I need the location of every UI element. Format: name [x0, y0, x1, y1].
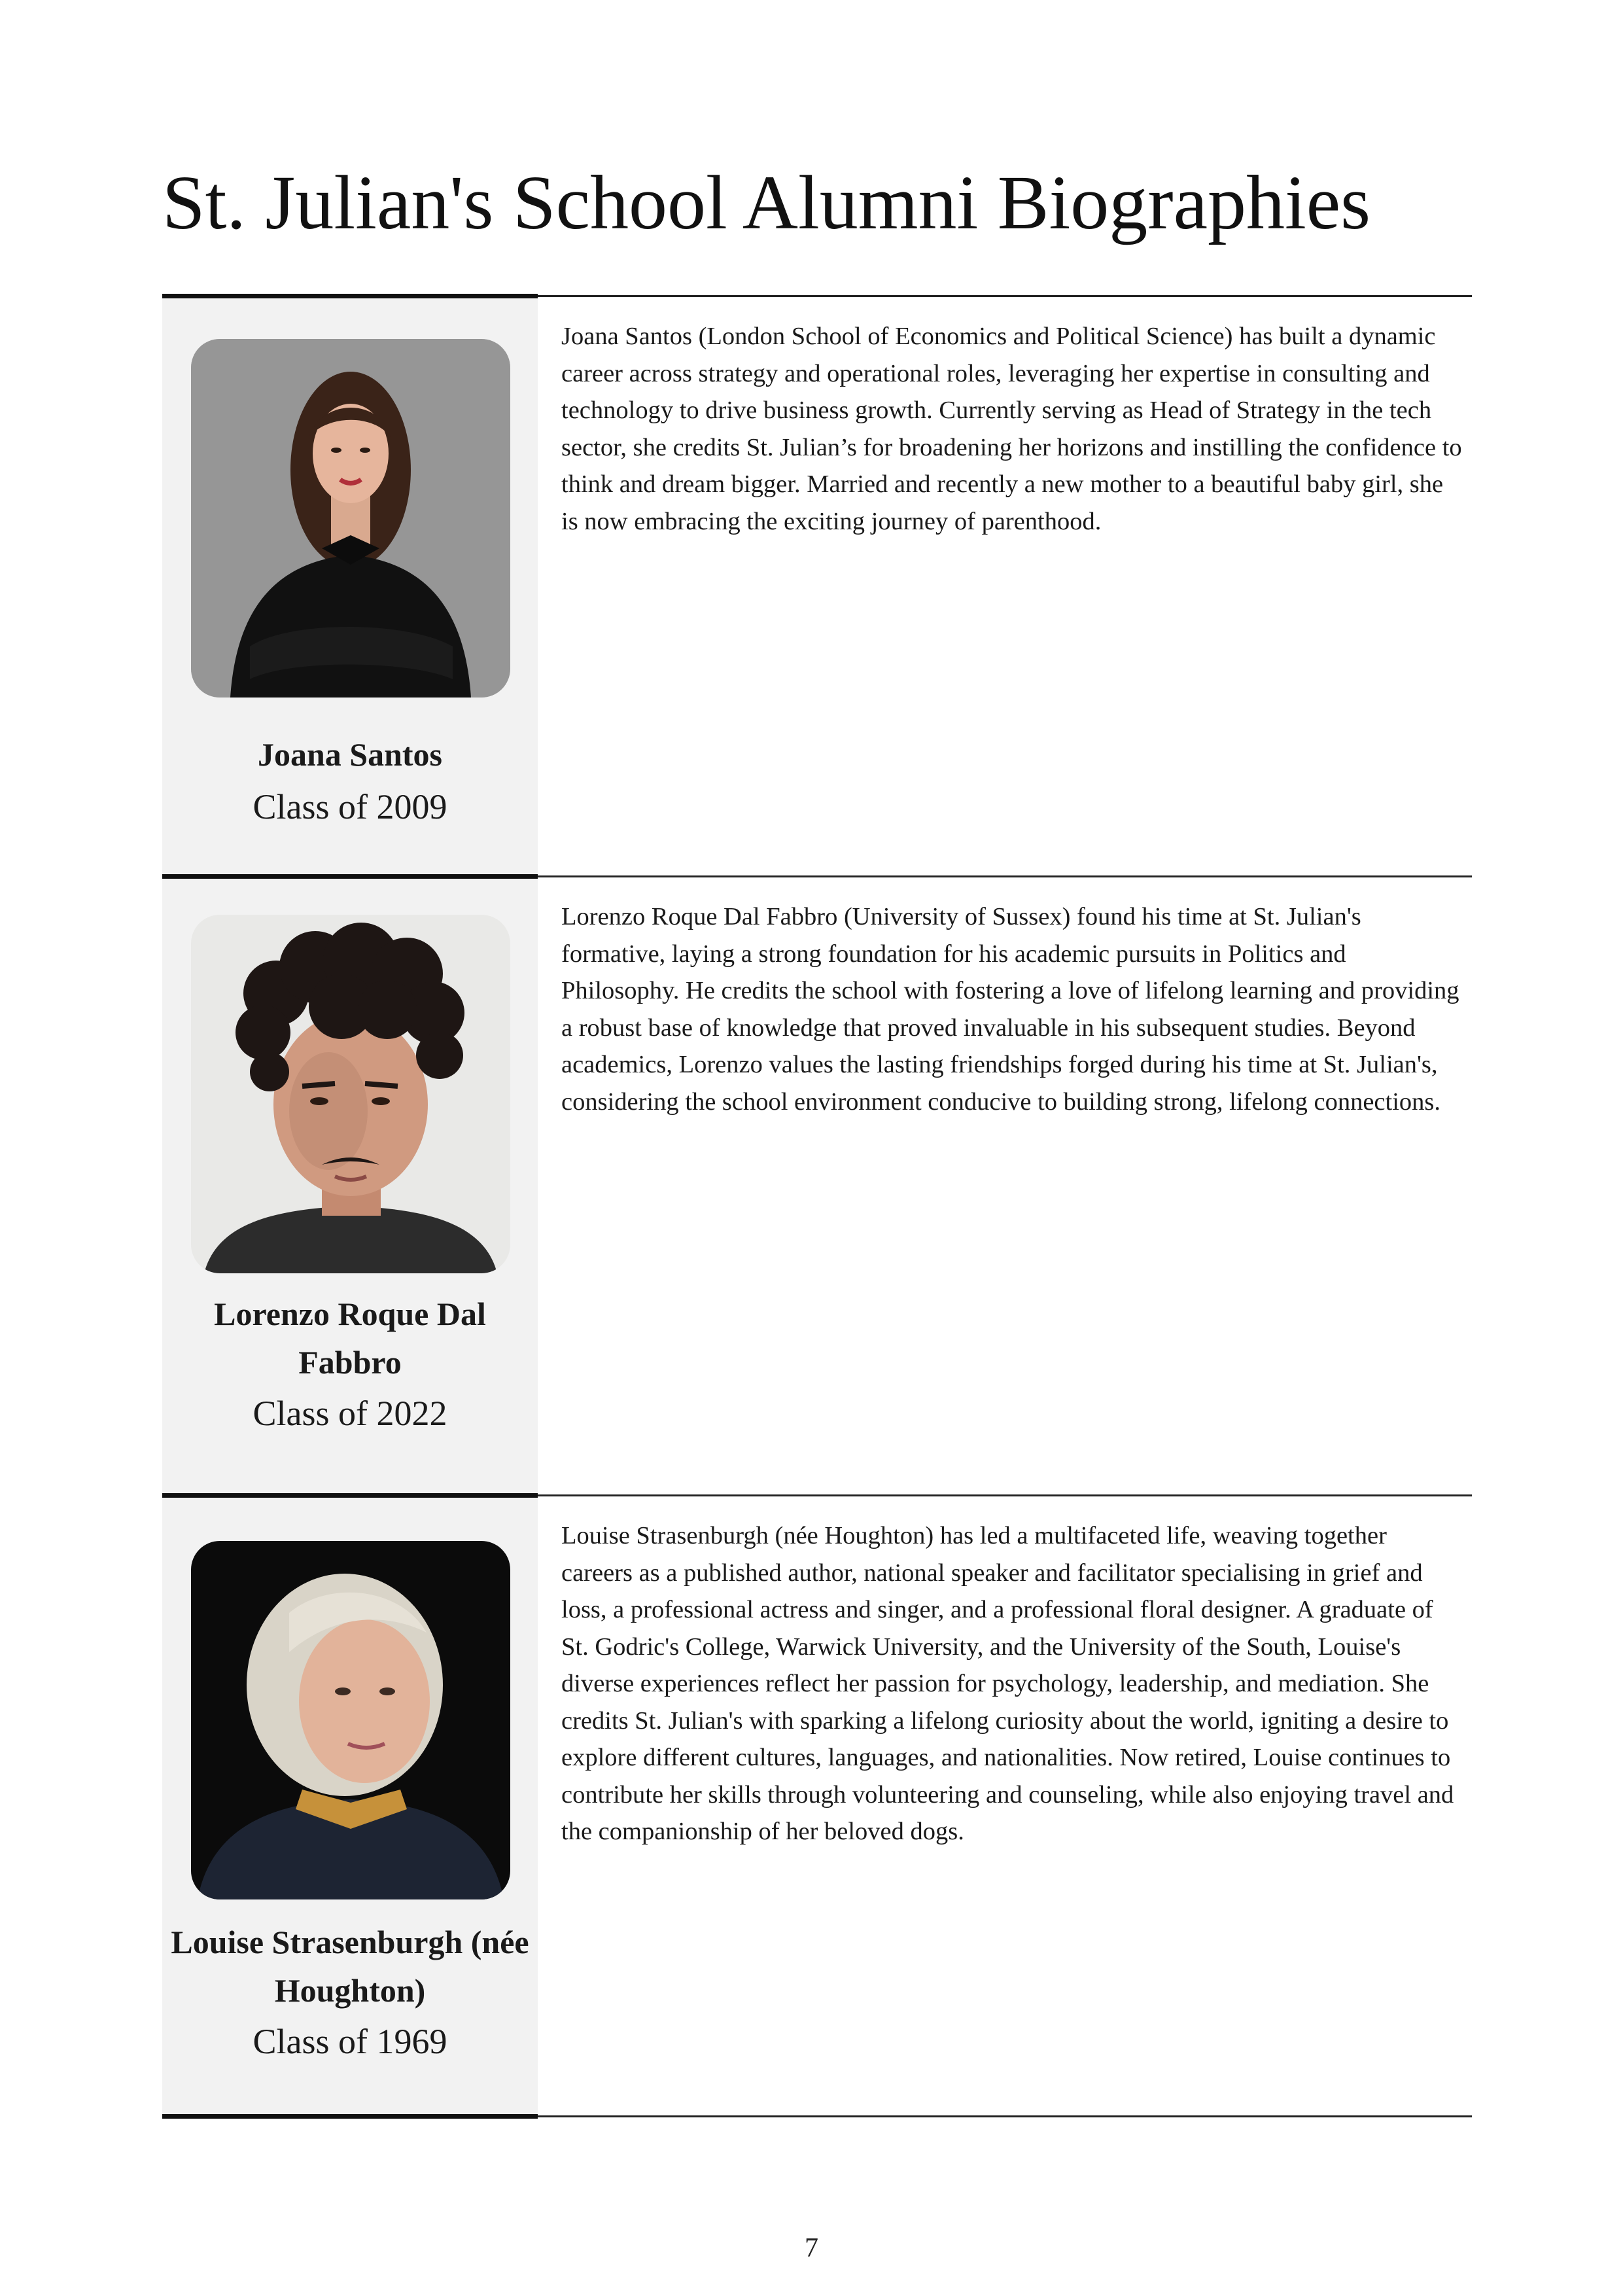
alumni-bio: Louise Strasenburgh (née Houghton) has led a multifaceted life, weaving together careers as a published author, national speaker and facilitator specialising in grief and loss, a professional actress and singer, and a professional floral designer. A graduate of St. Godric's College, Warwick University, and the University of the South, Louise's diverse experiences reflect her passion for psychology, leadership, and mediation. She credits St. Julian's with sparking a lifelong curiosity about the world, igniting a desire to explore different cultures, languages, and nationalities. Now retired, Louise continues to contribute her skills through volunteering and counseling, while also enjoying travel and the companionship of her beloved dogs.: [561, 1522, 1454, 1845]
page-number: 7: [805, 2233, 818, 2263]
alumni-bio: Lorenzo Roque Dal Fabbro (University of Sussex) found his time at St. Julian's formative, laying a strong foundation for his academic pursuits in Politics and Philosophy. He credits the school with fostering a love of lifelong learning and providing a robust base of knowledge that proved invaluable in his subsequent studies. Beyond academics, Lorenzo values the lasting friendships forged during his time at St. Julian's, considering the school environment conducive to building strong, lifelong connections.: [561, 903, 1459, 1116]
portrait-image: [191, 339, 510, 698]
portrait-photo: [191, 339, 510, 698]
divider: [162, 294, 538, 298]
divider: [538, 295, 1472, 297]
portrait-photo: [191, 1541, 510, 1899]
alumni-class: Class of 1969: [253, 2022, 447, 2061]
divider: [162, 1493, 538, 1498]
divider: [538, 1494, 1472, 1496]
divider: [162, 2114, 538, 2119]
portrait-image: [191, 1541, 510, 1899]
portrait-photo: [191, 915, 510, 1273]
alumni-entry: [162, 879, 1472, 1494]
portrait-image: [191, 915, 510, 1273]
alumni-name: Louise Strasenburgh (née Houghton): [171, 1924, 529, 2009]
alumni-entry: [162, 298, 1472, 875]
alumni-entry: [162, 1498, 1472, 2115]
alumni-class: Class of 2009: [253, 787, 447, 826]
alumni-sidebar: [162, 1498, 538, 2115]
alumni-sidebar: [162, 879, 538, 1494]
page-title: St. Julian's School Alumni Biographies: [162, 160, 1371, 245]
divider: [538, 2115, 1472, 2117]
alumni-name: Lorenzo Roque Dal Fabbro: [214, 1296, 486, 1381]
alumni-name: Joana Santos: [257, 736, 443, 773]
divider: [162, 874, 538, 879]
alumni-bio: Joana Santos (London School of Economics and Political Science) has built a dynamic career across strategy and operational roles, leveraging her expertise in consulting and technology to drive business growth. Currently serving as Head of Strategy in the tech sector, she credits St. Julian’s for broadening her horizons and instilling the confidence to think and dream bigger. Married and recently a new mother to a beautiful baby girl, she is now embracing the exciting journey of parenthood.: [561, 323, 1462, 535]
alumni-class: Class of 2022: [253, 1394, 447, 1433]
divider: [538, 875, 1472, 877]
alumni-sidebar: [162, 298, 538, 875]
